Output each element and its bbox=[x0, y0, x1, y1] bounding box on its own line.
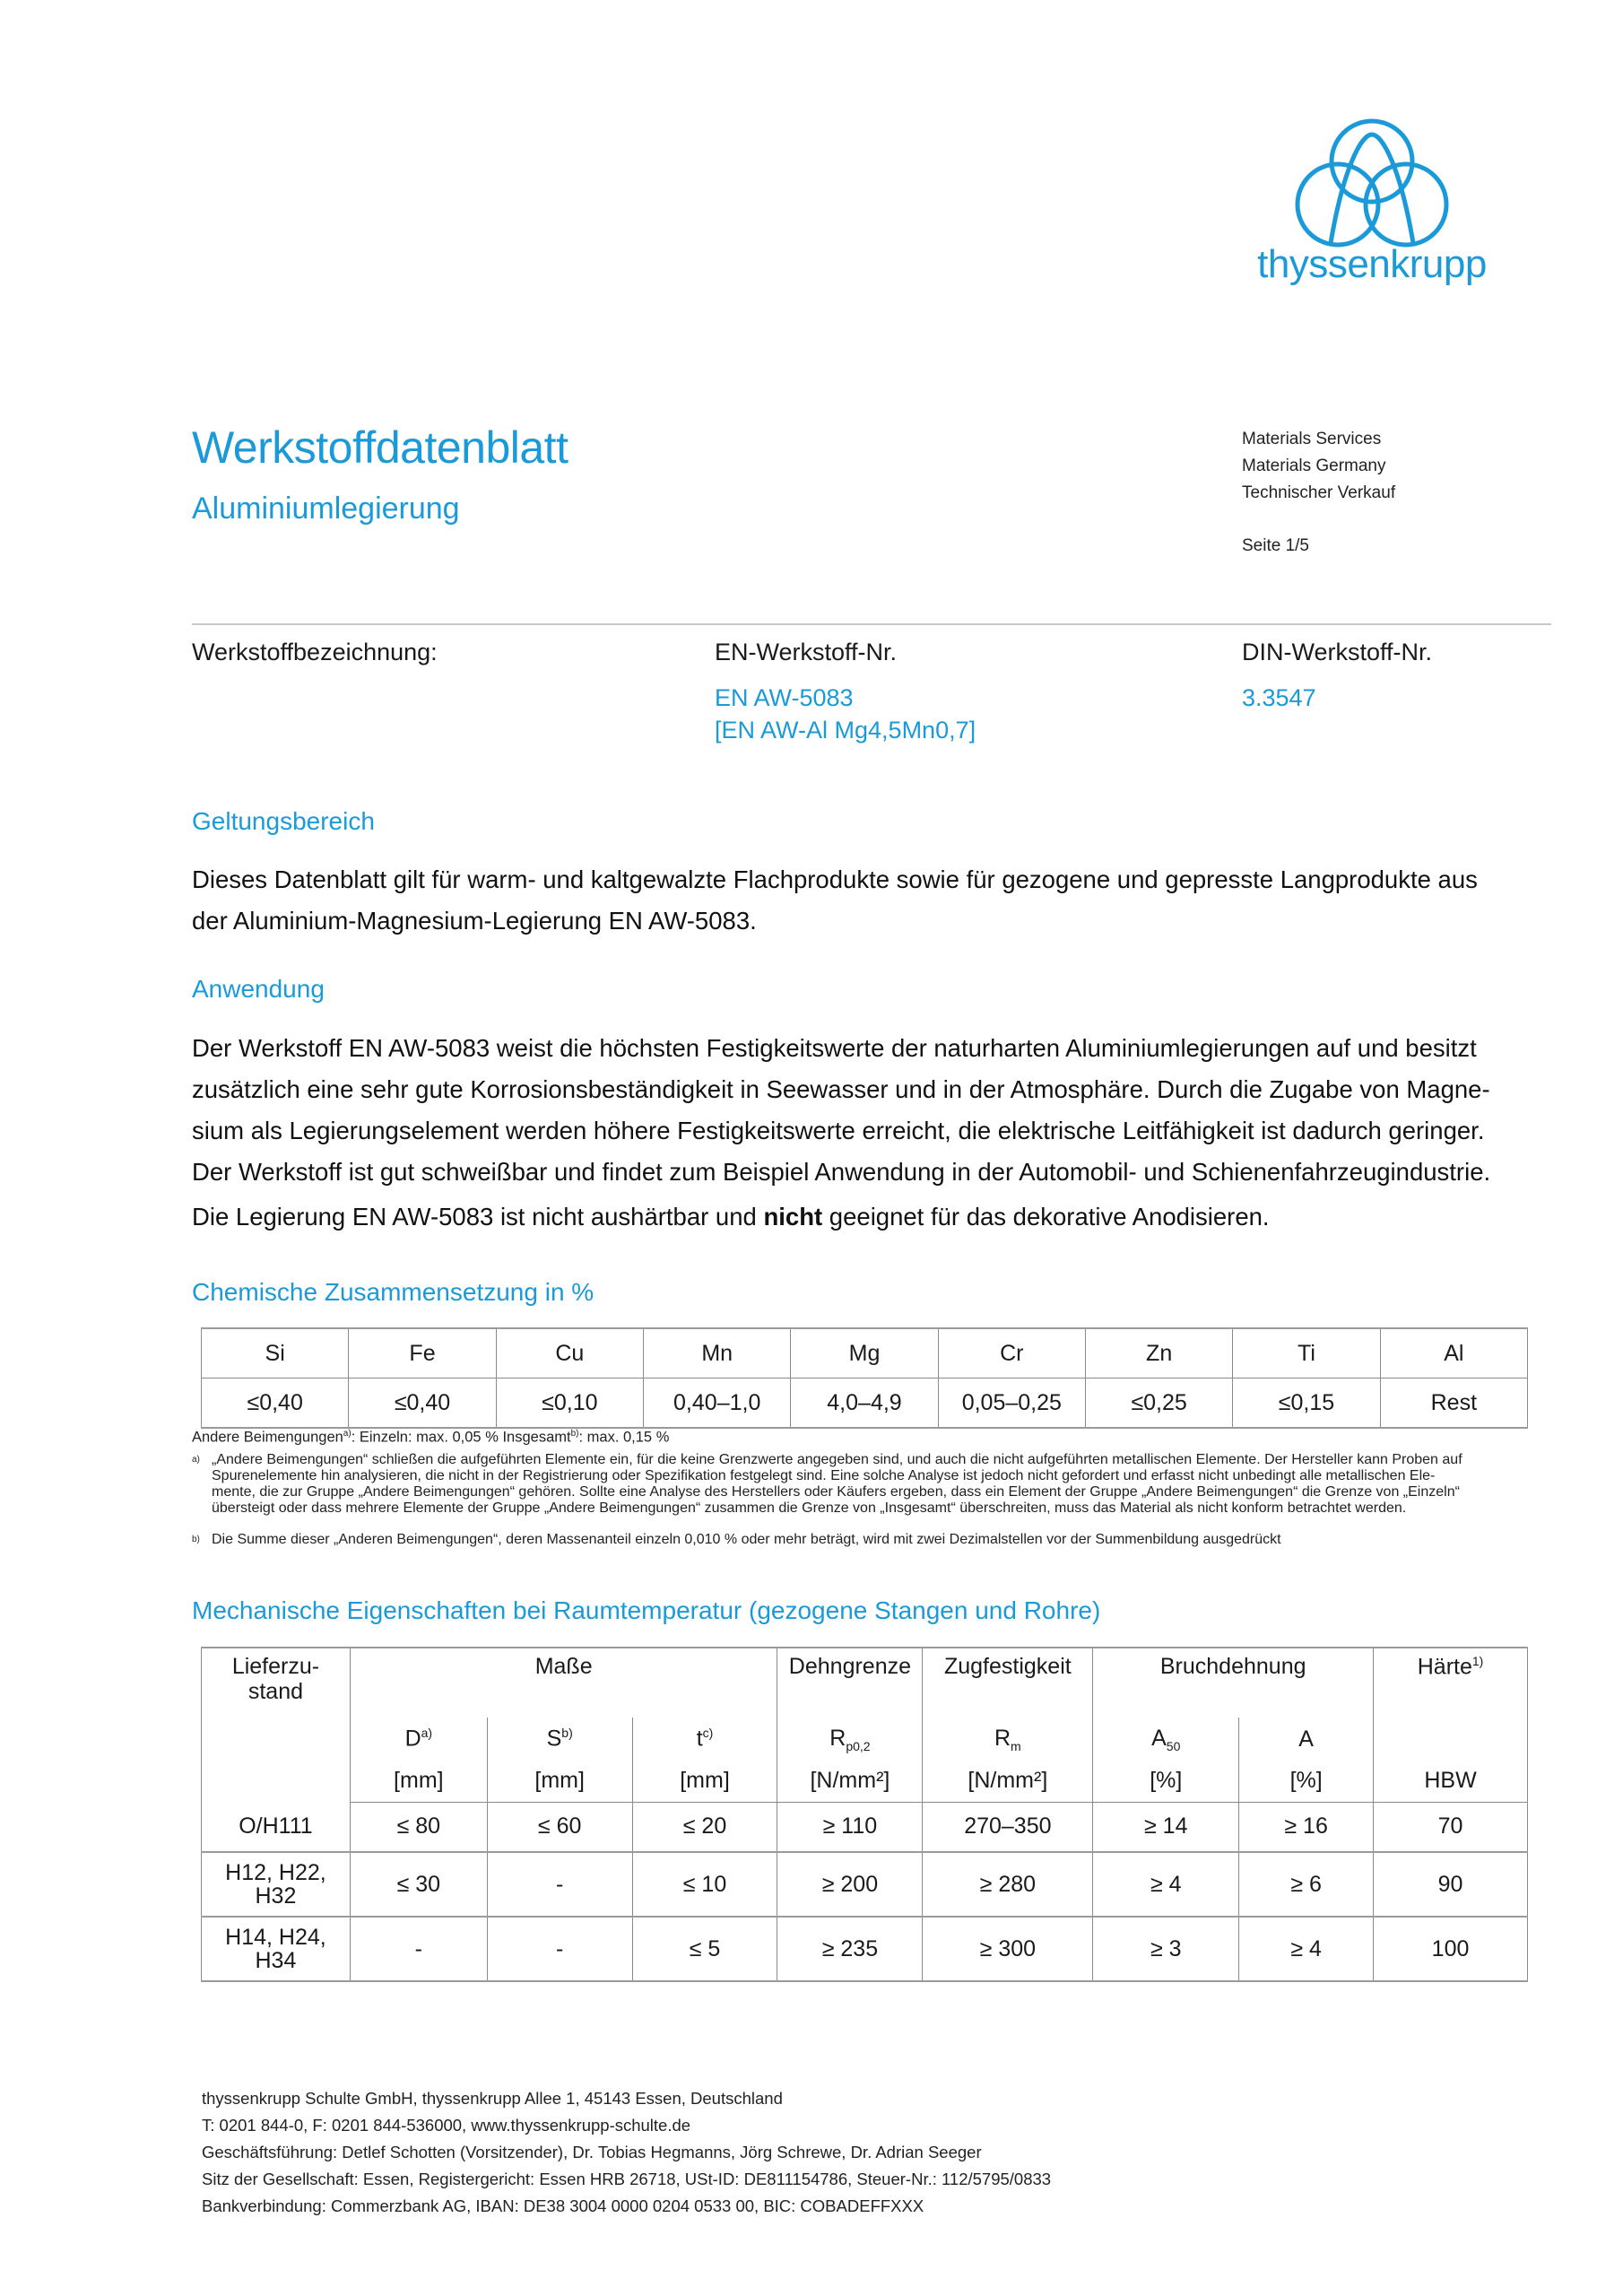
element-value: 0,40–1,0 bbox=[644, 1378, 791, 1429]
value-cell: ≥ 200 bbox=[777, 1852, 923, 1917]
text-line: Dieses Datenblatt gilt für warm- und kaltgewalzte Flachprodukte sowie für gezogene und gepresste Langprodukte aus bbox=[192, 865, 1478, 893]
text-line: der Aluminium-Magnesium-Legierung EN AW-5083. bbox=[192, 907, 757, 935]
symbol-cell bbox=[1093, 1718, 1239, 1761]
chemistry-heading: Chemische Zusammensetzung in % bbox=[192, 1278, 595, 1306]
text-span: : Einzeln: max. 0,05 % Insgesamt bbox=[351, 1429, 571, 1446]
elongation-header bbox=[1093, 1648, 1374, 1718]
symbol-text: A bbox=[1298, 1726, 1314, 1752]
symbol-cell bbox=[632, 1718, 777, 1761]
footnote-ref: b) bbox=[570, 1429, 579, 1439]
table-row bbox=[202, 1378, 1528, 1429]
table-header-row bbox=[202, 1328, 1528, 1378]
element-value: ≤0,25 bbox=[1085, 1378, 1232, 1429]
mechanical-heading: Mechanische Eigenschaften bei Raumtemperatur (gezogene Stangen und Rohre) bbox=[192, 1596, 1101, 1624]
footnote-ref: a) bbox=[343, 1429, 352, 1439]
value-cell: - bbox=[487, 1852, 632, 1917]
table-row bbox=[202, 1917, 1528, 1981]
value-cell: ≥ 14 bbox=[1093, 1802, 1239, 1852]
state-text: H32 bbox=[255, 1883, 297, 1909]
footnote-ref: b) bbox=[561, 1726, 573, 1741]
value-cell: 100 bbox=[1374, 1917, 1528, 1981]
emphasis-text: nicht bbox=[763, 1203, 823, 1231]
header-text: stand bbox=[247, 1679, 304, 1704]
value-cell: ≥ 300 bbox=[923, 1917, 1093, 1981]
delivery-state-cell bbox=[202, 1917, 351, 1981]
text-line: „Andere Beimengungen“ schließen die aufgeführten Elemente ein, für die keine Grenzwerte angegeben sind, und auch die nicht aufgeführten metallischen Elemente. Der Hersteller kann Proben auf bbox=[212, 1452, 1462, 1467]
footnote-ref: c) bbox=[702, 1726, 714, 1741]
text-span: Die Legierung EN AW-5083 ist nicht aushärtbar und bbox=[192, 1203, 764, 1231]
subscript: 50 bbox=[1166, 1738, 1181, 1753]
element-value: 0,05–0,25 bbox=[938, 1378, 1085, 1429]
symbol-cell bbox=[1239, 1718, 1374, 1761]
footer-contact: T: 0201 844-0, F: 0201 844-536000, www.thyssenkrupp-schulte.de bbox=[202, 2116, 691, 2135]
value-cell: ≤ 20 bbox=[632, 1802, 777, 1852]
scope-paragraph bbox=[192, 859, 1555, 942]
footnote-ref: a) bbox=[421, 1726, 433, 1741]
page-subtitle: Aluminiumlegierung bbox=[192, 491, 460, 526]
element-value: ≤0,40 bbox=[202, 1378, 349, 1429]
unit-cell: [mm] bbox=[487, 1761, 632, 1802]
value-cell: ≥ 3 bbox=[1093, 1917, 1239, 1981]
symbol-cell bbox=[350, 1718, 487, 1761]
din-number-value: 3.3547 bbox=[1242, 684, 1316, 711]
application-heading: Anwendung bbox=[192, 975, 325, 1003]
symbol-text: R bbox=[829, 1725, 846, 1751]
value-cell: 270–350 bbox=[923, 1802, 1093, 1852]
value-cell: ≤ 30 bbox=[350, 1852, 487, 1917]
unit-row bbox=[202, 1761, 1528, 1802]
element-value: ≤0,10 bbox=[496, 1378, 643, 1429]
symbol-text: D bbox=[404, 1726, 421, 1752]
mechanical-properties-table bbox=[201, 1647, 1528, 1982]
tensile-strength-header: Zugfestigkeit bbox=[923, 1648, 1093, 1718]
value-cell: ≥ 4 bbox=[1093, 1852, 1239, 1917]
delivery-state-cell bbox=[202, 1852, 351, 1917]
value-cell: ≥ 280 bbox=[923, 1852, 1093, 1917]
unit-cell: [N/mm²] bbox=[923, 1761, 1093, 1802]
subscript: p0,2 bbox=[846, 1738, 871, 1753]
symbol-cell bbox=[777, 1718, 923, 1761]
en-number-label: EN-Werkstoff-Nr. bbox=[715, 639, 898, 665]
footer-address: thyssenkrupp Schulte GmbH, thyssenkrupp Allee 1, 45143 Essen, Deutschland bbox=[202, 2089, 783, 2108]
text-line: Der Werkstoff EN AW-5083 weist die höchsten Festigkeitswerte der naturharten Aluminiumlegierungen auf und besitzt bbox=[192, 1034, 1477, 1062]
text-span: Andere Beimengungen bbox=[192, 1429, 343, 1446]
unit-cell: [%] bbox=[1093, 1761, 1239, 1802]
element-header: Al bbox=[1380, 1328, 1527, 1378]
footnote-mark: a) bbox=[192, 1455, 200, 1465]
state-text: H34 bbox=[255, 1948, 297, 1973]
thyssenkrupp-three-rings-logo-icon bbox=[1291, 115, 1453, 249]
din-number-label: DIN-Werkstoff-Nr. bbox=[1242, 639, 1433, 665]
footer-management: Geschäftsführung: Detlef Schotten (Vorsitzender), Dr. Tobias Hegmanns, Jörg Schrewe, Dr. Adrian Seeger bbox=[202, 2143, 982, 2161]
table-row bbox=[202, 1852, 1528, 1917]
value-cell: ≤ 10 bbox=[632, 1852, 777, 1917]
other-impurities-note bbox=[192, 1429, 669, 1447]
value-cell: ≥ 4 bbox=[1239, 1917, 1374, 1981]
symbol-row bbox=[202, 1718, 1528, 1761]
brand-name: thyssenkrupp bbox=[1257, 242, 1487, 286]
hardness-header bbox=[1374, 1648, 1528, 1718]
element-value: 4,0–4,9 bbox=[791, 1378, 938, 1429]
company-logo bbox=[1237, 106, 1506, 312]
application-paragraph bbox=[192, 1028, 1555, 1238]
department-line: Technischer Verkauf bbox=[1242, 483, 1396, 502]
unit-cell: [%] bbox=[1239, 1761, 1374, 1802]
text-line bbox=[192, 1196, 1555, 1238]
divider bbox=[192, 623, 1551, 625]
footer-registration: Sitz der Gesellschaft: Essen, Registergericht: Essen HRB 26718, USt-ID: DE811154786, Steuer-Nr.: 112/5795/0833 bbox=[202, 2170, 1052, 2188]
subscript: m bbox=[1011, 1738, 1021, 1753]
footnote-text bbox=[212, 1452, 1557, 1517]
element-header: Zn bbox=[1085, 1328, 1232, 1378]
value-cell: ≥ 16 bbox=[1239, 1802, 1374, 1852]
element-value: ≤0,15 bbox=[1233, 1378, 1380, 1429]
element-value: Rest bbox=[1380, 1378, 1527, 1429]
element-header: Mg bbox=[791, 1328, 938, 1378]
text-line: sium als Legierungselement werden höhere Festigkeitswerte erreicht, die elektrische Leitfähigkeit ist dadurch geringer. bbox=[192, 1117, 1485, 1144]
value-cell: - bbox=[350, 1917, 487, 1981]
header-text: Bruchdehnung bbox=[1159, 1654, 1306, 1679]
footer-bank: Bankverbindung: Commerzbank AG, IBAN: DE38 3004 0000 0204 0533 00, BIC: COBADEFFXXX bbox=[202, 2196, 924, 2215]
unit-cell: [N/mm²] bbox=[777, 1761, 923, 1802]
footnote-a bbox=[192, 1452, 1564, 1520]
en-number-value: EN AW-5083 bbox=[715, 684, 854, 711]
value-cell: 70 bbox=[1374, 1802, 1528, 1852]
page-title: Werkstoffdatenblatt bbox=[192, 422, 568, 473]
footnote-b bbox=[192, 1532, 1564, 1550]
symbol-text: t bbox=[696, 1726, 703, 1752]
value-cell: 90 bbox=[1374, 1852, 1528, 1917]
value-cell: ≥ 110 bbox=[777, 1802, 923, 1852]
company-footer bbox=[202, 2085, 1051, 2220]
table-row bbox=[202, 1802, 1528, 1852]
element-header: Fe bbox=[349, 1328, 496, 1378]
element-value: ≤0,40 bbox=[349, 1378, 496, 1429]
text-line: Die Summe dieser „Anderen Beimengungen“, deren Massenanteil einzeln 0,010 % oder mehr beträgt, wird mit zwei Dezimalstellen vor der Summenbildung ausgedrückt bbox=[212, 1532, 1281, 1547]
state-text: H12, H22, bbox=[225, 1860, 326, 1885]
symbol-text: A bbox=[1151, 1725, 1167, 1751]
department-block bbox=[1242, 426, 1395, 507]
chemical-composition-table bbox=[201, 1327, 1528, 1429]
en-chemical-designation: [EN AW-Al Mg4,5Mn0,7] bbox=[715, 717, 976, 744]
text-line: zusätzlich eine sehr gute Korrosionsbeständigkeit in Seewasser und in der Atmosphäre. Durch die Zugabe von Magne- bbox=[192, 1075, 1490, 1103]
yield-strength-header: Dehngrenze bbox=[777, 1648, 923, 1718]
element-header: Si bbox=[202, 1328, 349, 1378]
table-header-row bbox=[202, 1648, 1528, 1718]
delivery-state-cell: O/H111 bbox=[202, 1802, 351, 1852]
symbol-cell bbox=[1374, 1718, 1528, 1761]
text-line: mente, die zur Gruppe „Andere Beimengungen“ gehören. Sollte eine Analyse des Herstellers oder Käufers ergeben, dass ein Element der Gruppe „Andere Beimengungen“ die Grenze von „Einzeln“ bbox=[212, 1484, 1460, 1500]
page-number: Seite 1/5 bbox=[1242, 536, 1309, 555]
department-line: Materials Services bbox=[1242, 430, 1382, 448]
value-cell: ≥ 6 bbox=[1239, 1852, 1374, 1917]
unit-cell: [mm] bbox=[632, 1761, 777, 1802]
unit-cell: [mm] bbox=[350, 1761, 487, 1802]
footnote-ref: 1) bbox=[1471, 1654, 1484, 1668]
header-text: Lieferzu- bbox=[231, 1654, 320, 1679]
text-line: Spurenelemente hin analysieren, die nicht in der Registrierung oder Spezifikation festgelegt sind. Eine solche Analyse ist jedoch nicht gefordert und erfasst nicht unbedingt alle metallischen Ele- bbox=[212, 1468, 1436, 1483]
text-span: geeignet für das dekorative Anodisieren. bbox=[822, 1203, 1270, 1231]
footnote-mark: b) bbox=[192, 1535, 200, 1544]
element-header: Cr bbox=[938, 1328, 1085, 1378]
text-span: : max. 0,15 % bbox=[578, 1429, 670, 1446]
footnote-text bbox=[212, 1532, 1557, 1548]
state-text: H14, H24, bbox=[225, 1925, 326, 1950]
text-line: übersteigt oder dass mehrere Elemente der Gruppe „Andere Beimengungen“ zusammen die Grenze von „Insgesamt“ überschreiten, muss das Material als nicht konform betrachtet werden. bbox=[212, 1500, 1407, 1516]
symbol-cell bbox=[923, 1718, 1093, 1761]
dimensions-header: Maße bbox=[350, 1648, 777, 1718]
header-text: Härte bbox=[1417, 1654, 1472, 1680]
symbol-text: S bbox=[546, 1726, 562, 1752]
text-line: Der Werkstoff ist gut schweißbar und findet zum Beispiel Anwendung in der Automobil- und Schienenfahrzeugindustrie. bbox=[192, 1158, 1491, 1186]
department-line: Materials Germany bbox=[1242, 457, 1386, 475]
element-header: Cu bbox=[496, 1328, 643, 1378]
symbol-cell bbox=[487, 1718, 632, 1761]
element-header: Mn bbox=[644, 1328, 791, 1378]
scope-heading: Geltungsbereich bbox=[192, 807, 375, 835]
designation-label: Werkstoffbezeichnung: bbox=[192, 639, 438, 665]
symbol-text: R bbox=[994, 1725, 1011, 1751]
element-header: Ti bbox=[1233, 1328, 1380, 1378]
delivery-state-header bbox=[202, 1648, 351, 1802]
value-cell: ≤ 80 bbox=[350, 1802, 487, 1852]
value-cell: ≤ 60 bbox=[487, 1802, 632, 1852]
value-cell: ≥ 235 bbox=[777, 1917, 923, 1981]
value-cell: - bbox=[487, 1917, 632, 1981]
unit-cell: HBW bbox=[1374, 1761, 1528, 1802]
value-cell: ≤ 5 bbox=[632, 1917, 777, 1981]
